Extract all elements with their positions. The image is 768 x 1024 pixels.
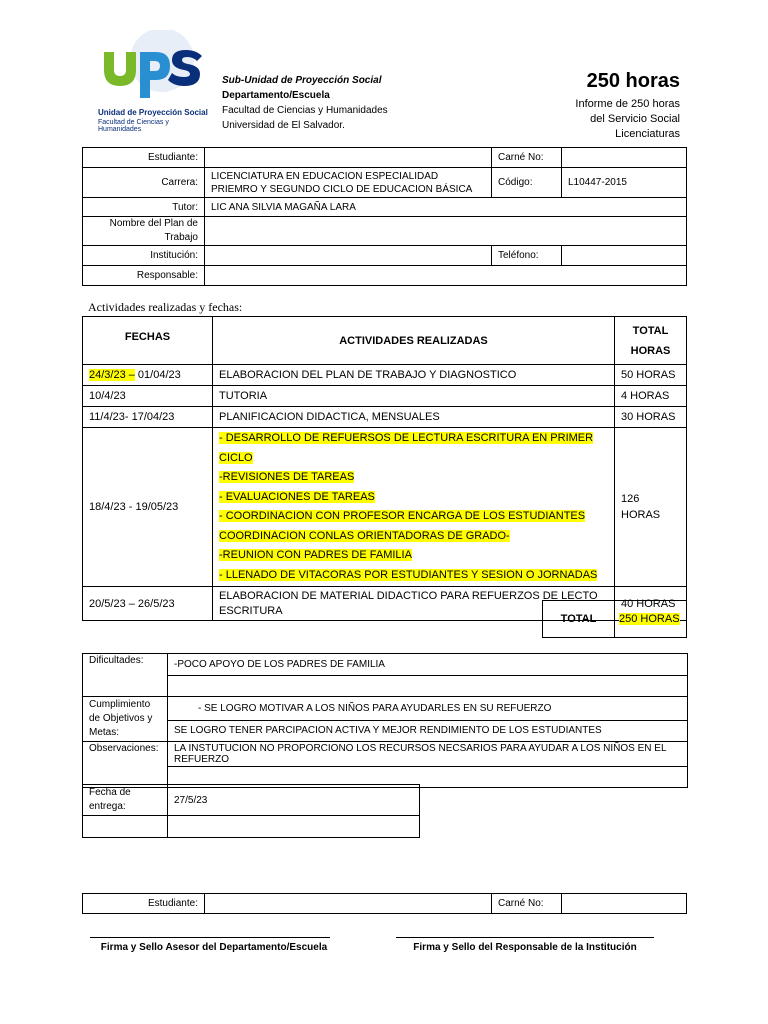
goals-field-2[interactable]: SE LOGRO TENER PARCIPACION ACTIVA Y MEJOR RENDIMIENTO DE LOS ESTUDIANTES [168,720,688,741]
table-row [83,168,687,198]
list-item [219,488,608,508]
delivery-label: Fecha de entrega: [83,785,168,816]
advisor-signature-line [90,937,330,938]
unit-name: Sub-Unidad de Proyección Social [222,75,382,86]
row-date-rest: 01/04/23 [134,369,181,381]
table-row [543,601,687,638]
table-row [83,742,688,767]
row-activity: TUTORIA [213,386,615,407]
row-activity: PLANIFICACION DIDACTICA, MENSUALES [213,407,615,428]
list-item [219,546,608,566]
row-date-highlight: 24/3/23 – [89,369,135,381]
university-name: Universidad de El Salvador. [222,120,345,131]
plan-label: Nombre del Plan de Trabajo [83,217,205,246]
carne-label: Carné No: [492,148,562,168]
phone-label: Teléfono: [492,246,562,266]
list-item-text: - DESARROLLO DE REFUERSOS DE LECTURA ESCRITURA EN PRIMER CICLO [219,432,594,464]
row-date [83,365,213,386]
report-line-3: Licenciaturas [615,128,680,140]
delivery-field-extra[interactable] [168,816,420,838]
institution-field[interactable] [205,246,492,266]
col-header-total-line2: HORAS [630,344,671,357]
logo-caption-faculty: Facultad de Ciencias y Humanidades [98,119,169,133]
ups-logo-mark [98,30,206,110]
carne-field[interactable] [562,148,687,168]
list-item-text: - LLENADO DE VITACORAS POR ESTUDIANTES Y SESION O JORNADAS [219,568,598,581]
faculty-name: Facultad de Ciencias y Humanidades [222,105,388,116]
difficulties-field-extra[interactable] [168,676,688,697]
delivery-label-extra [83,816,168,838]
list-item [219,566,608,586]
row-activity-list [213,428,615,587]
table-row [83,365,687,386]
col-header-total [615,317,687,365]
advisor-signature-label: Firma y Sello Asesor del Departamento/Escuela [100,942,328,953]
list-item [219,507,608,527]
table-row [83,676,688,697]
report-line-1: Informe de 250 horas [575,98,680,110]
delivery-field[interactable]: 27/5/23 [168,785,420,816]
list-item-text: -REUNION CON PADRES DE FAMILIA [219,549,412,561]
table-row [83,246,687,266]
code-label: Código: [492,168,562,198]
total-label: TOTAL [543,601,615,638]
phone-field[interactable] [562,246,687,266]
table-row [83,148,687,168]
tutor-field[interactable]: LIC ANA SILVIA MAGAÑA LARA [205,198,687,217]
total-box [542,600,687,638]
report-subtitle [575,97,680,142]
row-hours: 30 HORAS [615,407,687,428]
student-info-table [82,147,687,286]
delivery-date-table [82,784,420,838]
list-item-text: COORDINACION CONLAS ORIENTADORAS DE GRADO- [219,529,510,542]
col-header-dates: FECHAS [83,317,213,365]
signature-student-label: Estudiante: [83,894,205,914]
logo-caption-unit: Unidad de Proyección Social [98,108,208,117]
student-label: Estudiante: [83,148,205,168]
total-value: 250 HORAS [619,613,680,625]
department-name: Departamento/Escuela [222,90,330,101]
row-date: 20/5/23 – 26/5/23 [83,587,213,621]
career-field[interactable]: LICENCIATURA EN EDUCACION ESPECIALIDAD PRIEMRO Y SEGUNDO CICLO DE EDUCACION BÁSICA [205,168,492,198]
table-row [83,697,688,721]
row-hours: 4 HORAS [615,386,687,407]
goals-label: Cumplimiento de Objetivos y Metas: [83,697,168,742]
total-value-cell [615,601,687,638]
table-row [83,217,687,246]
student-field[interactable] [205,148,492,168]
table-row [83,720,688,741]
signature-student-table [82,893,687,914]
table-row [83,894,687,914]
observations-field[interactable]: LA INSTUTUCION NO PROPORCIONO LOS RECURSOS NECSARIOS PARA AYUDAR A LOS NIÑOS EN EL REFUERZO [168,742,688,767]
table-row [83,266,687,286]
table-row [83,407,687,428]
list-item-text: - EVALUACIONES DE TAREAS [219,490,375,503]
list-item-text: -REVISIONES DE TAREAS [219,471,355,483]
table-row [83,654,688,676]
report-line-2: del Servicio Social [590,113,680,125]
responsible-field[interactable] [205,266,687,286]
goals-field-1[interactable]: - SE LOGRO MOTIVAR A LOS NIÑOS PARA AYUDARLES EN SU REFUERZO [168,697,688,721]
row-hours: 40 HORAS [615,587,687,621]
responsible-label: Responsable: [83,266,205,286]
signature-carne-label: Carné No: [492,894,562,914]
signature-student-field[interactable] [205,894,492,914]
table-row [83,785,420,816]
difficulties-field[interactable]: -POCO APOYO DE LOS PADRES DE FAMILIA [168,654,688,676]
observations-label: Observaciones: [83,742,168,788]
row-activity: ELABORACION DE MATERIAL DIDACTICO PARA REFUERZOS DE LECTO ESCRITURA [213,587,615,621]
table-row [83,198,687,217]
activities-title: Actividades realizadas y fechas: [88,300,243,314]
row-hours: 50 HORAS [615,365,687,386]
col-header-activities: ACTIVIDADES REALIZADAS [213,317,615,365]
signature-carne-field[interactable] [562,894,687,914]
code-field[interactable]: L10447-2015 [562,168,687,198]
row-date: 10/4/23 [83,386,213,407]
responsible-signature-line [396,937,654,938]
col-header-total-line1: TOTAL [632,324,669,337]
row-date: 18/4/23 - 19/05/23 [83,428,213,587]
row-date: 11/4/23- 17/04/23 [83,407,213,428]
activities-table [82,316,687,621]
table-row [83,386,687,407]
list-item-text: - COORDINACION CON PROFESOR ENCARGA DE LOS ESTUDIANTES [219,510,586,522]
tutor-label: Tutor: [83,198,205,217]
hours-title: 250 horas [586,70,680,92]
row-activity: ELABORACION DEL PLAN DE TRABAJO Y DIAGNOSTICO [213,365,615,386]
table-header-row [83,317,687,365]
list-item [219,527,608,547]
institution-block [222,73,388,133]
observations-table [82,653,688,788]
responsible-signature-label: Firma y Sello del Responsable de la Institución [413,942,637,953]
row-hours: 126 HORAS [615,428,687,587]
list-item [219,429,608,468]
table-row [83,816,420,838]
table-row [83,428,687,587]
institution-label: Institución: [83,246,205,266]
list-item [219,468,608,488]
difficulties-label: Dificultades: [83,654,168,697]
career-label: Carrera: [83,168,205,198]
plan-field[interactable] [205,217,687,246]
